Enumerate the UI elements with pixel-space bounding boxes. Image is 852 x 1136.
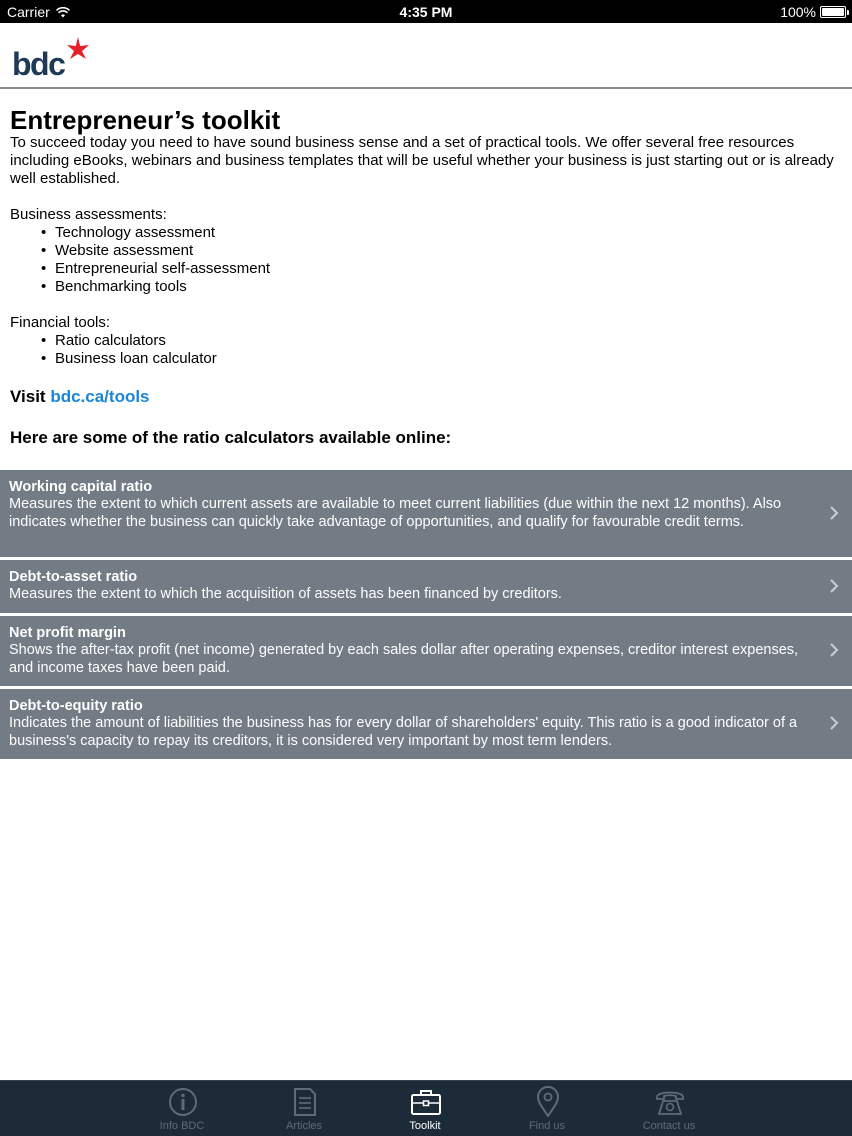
financial-list	[41, 332, 842, 368]
chevron-right-icon	[828, 505, 840, 521]
tab-label: Contact us	[642, 1120, 696, 1132]
phone-icon	[654, 1086, 686, 1118]
tab-find-us[interactable]	[502, 1081, 592, 1136]
document-icon	[289, 1086, 321, 1118]
carrier-label: Carrier	[7, 4, 50, 20]
calculator-description: Measures the extent to which current assets are available to meet current liabilities (due within the next 12 months). Also indicates whether the business can quickly take advantage of opportunities, and qualify for favourable credit terms.	[9, 496, 782, 530]
calculator-description: Indicates the amount of liabilities the business has for every dollar of shareholders' equity. This ratio is a good indicator of a business's capacity to repay its creditors, it is considered very important by most term lenders.	[9, 715, 798, 749]
chevron-right-icon	[828, 578, 840, 594]
calculator-title: Debt-to-asset ratio	[9, 569, 138, 585]
tab-label: Find us	[528, 1120, 566, 1132]
list-item: • Website assessment	[41, 242, 842, 260]
tab-toolkit[interactable]	[380, 1081, 470, 1136]
logo-text: bdc	[12, 46, 65, 79]
calculator-title: Debt-to-equity ratio	[9, 698, 143, 714]
status-bar	[0, 0, 852, 23]
tab-bar	[0, 1080, 852, 1136]
tab-contact-us[interactable]	[624, 1081, 714, 1136]
map-pin-icon	[532, 1086, 564, 1118]
calculator-row-net-profit[interactable]	[0, 616, 852, 686]
intro-section	[0, 106, 852, 448]
list-item: • Ratio calculators	[41, 332, 842, 350]
visit-label: Visit	[10, 387, 46, 406]
tab-info-bdc[interactable]	[137, 1081, 227, 1136]
battery-percent: 100%	[780, 4, 816, 20]
page-title: Entrepreneur’s toolkit	[10, 105, 281, 135]
tab-label: Articles	[285, 1120, 323, 1132]
list-item: • Benchmarking tools	[41, 278, 842, 296]
battery-icon	[820, 6, 846, 18]
info-icon	[167, 1086, 199, 1118]
chevron-right-icon	[828, 642, 840, 658]
tab-articles[interactable]	[259, 1081, 349, 1136]
calculator-title: Working capital ratio	[9, 479, 153, 495]
list-item: • Technology assessment	[41, 224, 842, 242]
app-header	[0, 23, 852, 89]
calculators-heading: Here are some of the ratio calculators available online:	[10, 428, 452, 447]
calculator-description: Shows the after-tax profit (net income) generated by each sales dollar after operating expenses, creditor interest expenses, and income taxes have been paid.	[9, 642, 799, 676]
assessments-title: Business assessments:	[10, 206, 167, 223]
calculator-row-debt-to-equity[interactable]	[0, 689, 852, 759]
assessments-list	[41, 224, 842, 296]
main-content	[0, 89, 852, 749]
briefcase-icon	[410, 1086, 442, 1118]
bdc-logo	[12, 37, 92, 79]
list-item: • Business loan calculator	[41, 350, 842, 368]
intro-paragraph: To succeed today you need to have sound business sense and a set of practical tools. We offer several free resources including eBooks, webinars and business templates that will be useful whether your business is just starting out or is already well established.	[10, 134, 834, 187]
tab-label: Info BDC	[159, 1120, 205, 1132]
calculator-row-working-capital[interactable]	[0, 470, 852, 557]
list-item: • Entrepreneurial self-assessment	[41, 260, 842, 278]
battery-indicator	[780, 4, 846, 20]
chevron-right-icon	[828, 715, 840, 731]
tools-link[interactable]: bdc.ca/tools	[50, 387, 150, 406]
calculator-description: Measures the extent to which the acquisition of assets has been financed by creditors.	[9, 586, 562, 602]
tab-label: Toolkit	[409, 1120, 441, 1132]
calculator-title: Net profit margin	[9, 625, 126, 641]
clock: 4:35 PM	[399, 4, 453, 20]
visit-line	[10, 387, 842, 407]
financial-title: Financial tools:	[10, 314, 111, 331]
calculator-row-debt-to-asset[interactable]	[0, 560, 852, 613]
